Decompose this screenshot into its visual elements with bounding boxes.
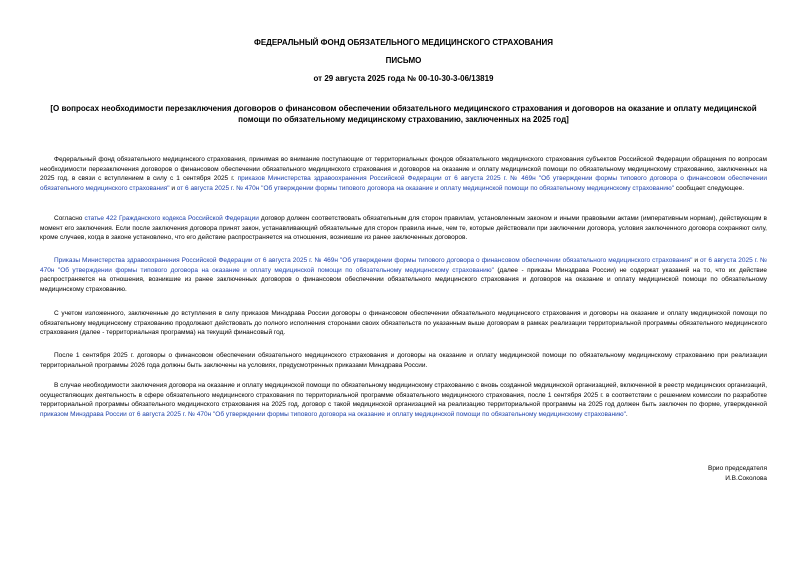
org-title: ФЕДЕРАЛЬНЫЙ ФОНД ОБЯЗАТЕЛЬНОГО МЕДИЦИНСКОГО СТРАХОВАНИЯ [253,38,553,47]
link-civil-code-422[interactable]: статье 422 Гражданского кодекса Российской Федерации [84,215,259,222]
document-subject: [О вопросах необходимости перезаключения договоров о финансовом обеспечении обязательного медицинского страхования и договоров на оказание и оплату медицинской помощи по обязательному медицинскому страхованию, заключенных на 2025 год] [50,104,757,124]
p6-text-1: В случае необходимости заключения договора на оказание и оплату медицинской помощи по обязательному медицинскому страхованию с вновь созданной медицинской организацией, включенной в реестр медицинских организаций, осуществляющих деятельность в сфере обязательного медицинского страхования по территориальной программе обязательного медицинского страхования, после 1 сентября 2025 г. в соответствии с решением комиссии по разработке территориальной программы обязательного медицинского страхования на 2025 год, договор с такой медицинской организацией на реализацию территориальной программы на 2025 год должен быть заключен по форме, утвержденной [40,382,767,409]
paragraph-2 [40,214,767,243]
signature-position: Врио председателя [707,465,767,472]
link-order-469n[interactable]: приказов Министерства здравоохранения Российской Федерации от 6 августа 2025 г. № 469н "Об утверждении формы типового договора о финансовом обеспечении обязательного медицинского страхования" [40,175,767,192]
p1-text-3: сообщает следующее. [674,184,745,192]
link-order-470n[interactable]: от 6 августа 2025 г. № 470н "Об утверждении формы типового договора на оказание и оплату медицинской помощи по обязательному медицинскому страхованию" [176,184,675,192]
p6-text-2: . [625,410,628,418]
paragraph-3 [40,256,767,294]
doc-type: ПИСЬМО [385,56,422,65]
p2-text-1: Согласно [54,215,85,222]
paragraph-6 [40,381,767,419]
p2-text-2: договор должен соответствовать обязательным для сторон правилам, установленным законом и иными правовыми актами (императивным нормам), действующим в момент его заключения. Если после заключения договора принят закон, устанавливающий обязательные для сторон правила иные, чем те, которые действовали при заключении договора, условия заключенного договора сохраняют силу, кроме случаев, когда в законе установлено, что его действие распространяется на отношения, возникшие из ранее заключенных договоров. [40,215,767,242]
link-orders-469n[interactable]: Приказы Министерства здравоохранения Российской Федерации от 6 августа 2025 г. № 469н "Об утверждении формы типового договора о финансовом обеспечении обязательного медицинского страхования" [54,257,693,264]
p1-text-1: Федеральный фонд обязательного медицинского страхования, принимая во внимание поступающие от территориальных фондов обязательного медицинского страхования субъектов Российской Федерации обращения по вопросам необходимости перезаключения договоров о финансовом обеспечении обязательного медицинского страхования и договоров на оказание и оплату медицинской помощи по обязательному медицинскому страхованию, заключенных на 2025 год, в связи с вступлением в силу с 1 сентября 2025 г. [40,156,767,183]
p3-text-2: (далее - приказы Минздрава России) не содержат указаний на то, что их действие распространяется на отношения, возникшие из ранее заключенных договоров о финансовом обеспечении обязательного медицинского страхования и договоров на оказание и оплату медицинской помощи по обязательному медицинскому страхованию. [40,266,767,293]
paragraph-5: После 1 сентября 2025 г. договоры о финансовом обеспечении обязательного медицинского страхования и договоры на оказание и оплату медицинской помощи по обязательному медицинскому страхованию при реализации территориальной программы 2026 года должны быть заключены на условиях, предусмотренных приказами Минздрава России. [40,352,767,369]
paragraph-1 [40,155,767,193]
p3-text-1: и [692,257,700,264]
link-order-470n-3[interactable]: приказом Минздрава России от 6 августа 2025 г. № 470н "Об утверждении формы типового договора на оказание и оплату медицинской помощи по обязательному медицинскому страхованию" [40,410,626,418]
p1-text-2: и [169,184,177,192]
doc-date-number: от 29 августа 2025 года № 00-10-30-3-06/13819 [313,74,494,83]
signature-name: И.В.Соколова [725,475,767,482]
link-order-470n-2[interactable]: от 6 августа 2025 г. № 470н "Об утверждении формы типового договора на оказание и оплату медицинской помощи по обязательному медицинскому страхованию" [40,257,767,274]
paragraph-4: С учетом изложенного, заключенные до вступления в силу приказов Минздрава России договоры о финансовом обеспечении обязательного медицинского страхования и договоры на оказание и оплату медицинской помощи по обязательному медицинскому страхованию продолжают действовать до полного исполнения сторонами своих обязательств по указанным выше договорам в рамках реализации территориальной программы обязательного медицинского страхования (далее - территориальная программа) на текущий финансовый год. [40,310,767,337]
